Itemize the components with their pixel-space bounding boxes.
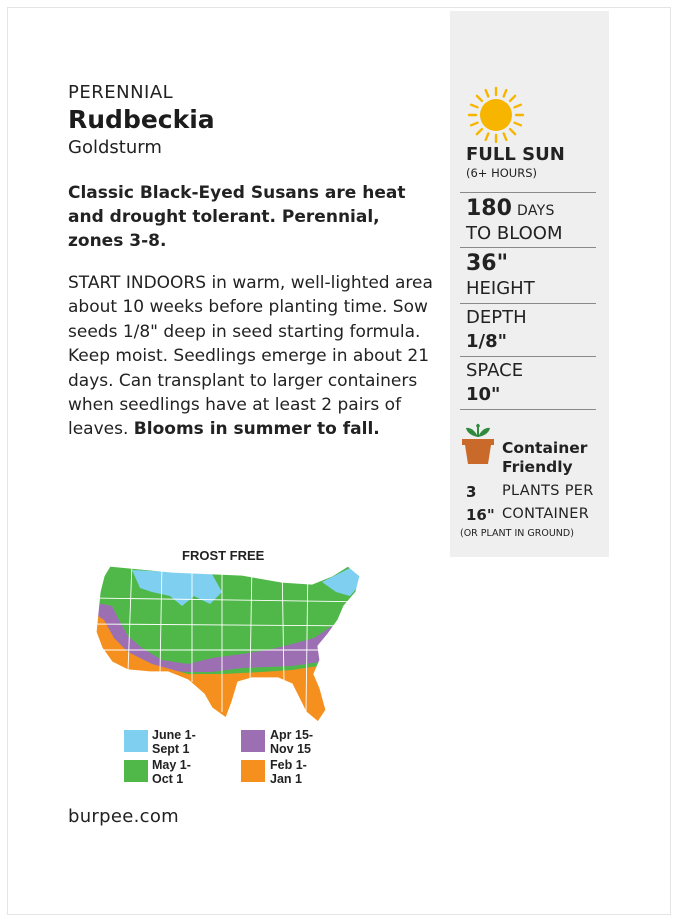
sowing-depth (466, 306, 606, 354)
plant-height (466, 251, 606, 301)
depth-value: 1/8" (466, 331, 508, 352)
map-title: FROST FREE (182, 548, 265, 563)
container-line2: Friendly (502, 458, 573, 476)
legend-swatch-may (124, 760, 148, 782)
legend-swatch-feb (241, 760, 265, 782)
height-label: HEIGHT (466, 278, 535, 299)
divider (460, 356, 596, 357)
days-label: TO BLOOM (466, 223, 563, 244)
legend-label: Feb 1- (270, 758, 307, 772)
bloom-note: Blooms in summer to fall. (133, 419, 380, 440)
legend-label: Oct 1 (152, 772, 184, 786)
container-label: CONTAINER (502, 506, 590, 522)
sun-requirement: FULL SUN (466, 144, 565, 165)
space-value: 10" (466, 384, 501, 405)
divider (460, 409, 596, 410)
legend-label: June 1- (152, 728, 196, 742)
plants-count: 3 (466, 483, 477, 501)
legend-label: Jan 1 (270, 772, 302, 786)
divider (460, 247, 596, 248)
legend-apr-nov (270, 728, 313, 756)
days-to-bloom (466, 196, 606, 246)
legend-label: May 1- (152, 758, 191, 772)
depth-label: DEPTH (466, 307, 527, 328)
container-size: 16" (466, 506, 495, 524)
sun-hours: (6+ HOURS) (466, 166, 537, 180)
packet-text (68, 82, 440, 442)
legend-label: Apr 15- (270, 728, 314, 742)
divider (460, 192, 596, 193)
space-label: SPACE (466, 360, 524, 381)
plant-category: PERENNIAL (68, 82, 174, 103)
legend-swatch-june (124, 730, 148, 752)
legend-june-sept (152, 728, 196, 756)
legend-feb-jan (270, 758, 307, 786)
website-link[interactable]: burpee.com (68, 806, 179, 827)
legend-label: Sept 1 (152, 742, 190, 756)
plant-spacing (466, 359, 606, 407)
growing-info-sidebar (450, 11, 609, 557)
container-friendly-label (502, 439, 602, 477)
frost-free-usa-map (92, 562, 372, 724)
container-line1: Container (502, 439, 588, 457)
instructions-text: START INDOORS in warm, well-lighted area about 10 weeks before planting time. Sow seeds 1/8" deep in seed starting formula. Keep moist. Seedlings emerge in about 21 days. Can transplant to larger containers when seedlings have at least 2 pairs of leaves. (68, 273, 433, 440)
growing-instructions (68, 271, 440, 442)
legend-label: Nov 15 (270, 742, 311, 756)
plants-label: PLANTS PER (502, 483, 594, 499)
height-value: 36" (466, 251, 509, 276)
flower-pot-icon (460, 423, 496, 465)
days-value: 180 (466, 196, 512, 221)
divider (460, 303, 596, 304)
legend-swatch-april (241, 730, 265, 752)
plant-name: Rudbeckia (68, 105, 215, 134)
plant-variety: Goldsturm (68, 137, 162, 158)
legend-may-oct (152, 758, 191, 786)
sun-icon (466, 85, 526, 145)
plant-intro: Classic Black-Eyed Susans are heat and drought tolerant. Perennial, zones 3-8. (68, 183, 406, 251)
days-unit: DAYS (517, 203, 555, 219)
ground-note: (OR PLANT IN GROUND) (460, 528, 574, 539)
